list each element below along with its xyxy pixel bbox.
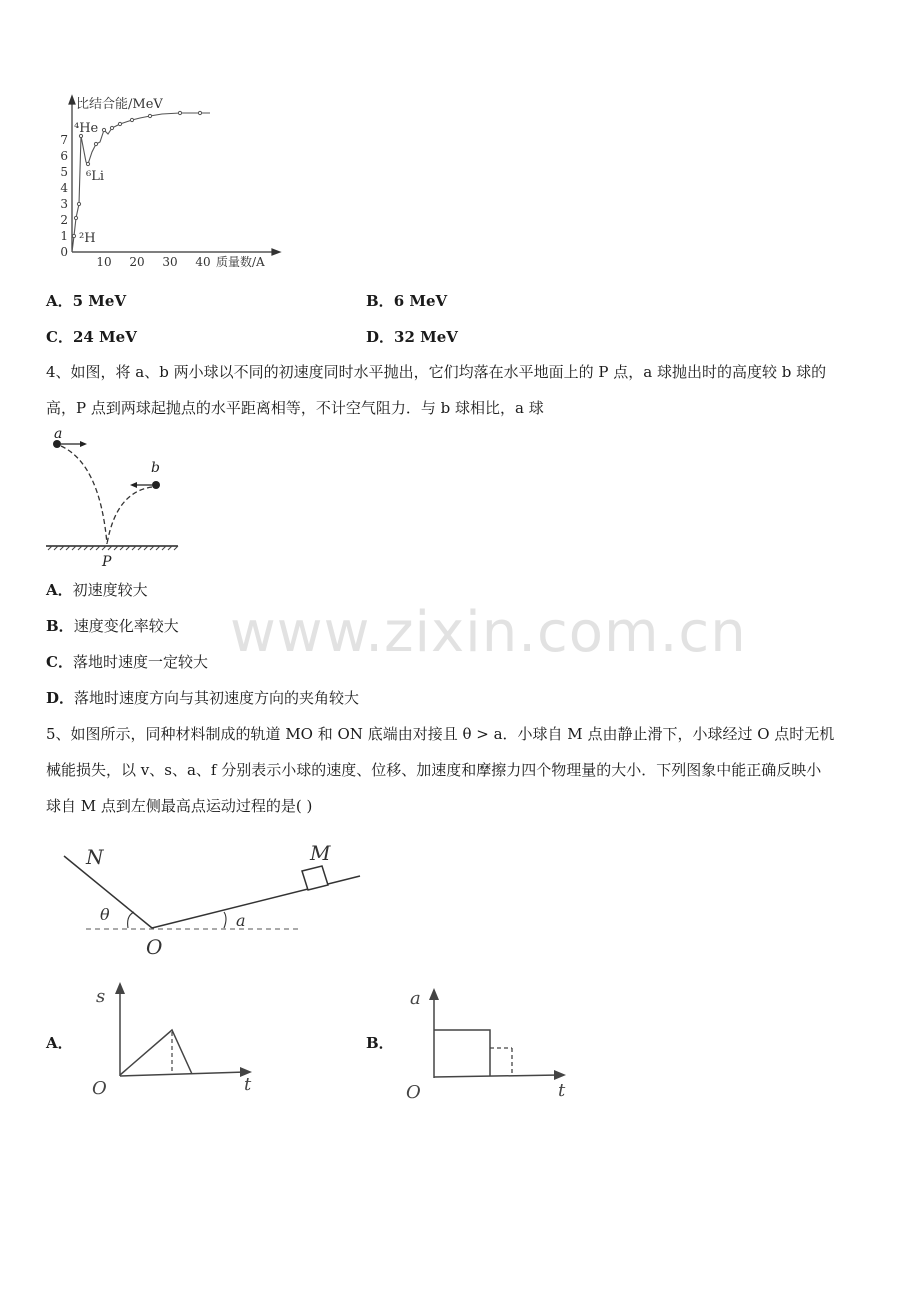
- point-p-label: P: [102, 554, 112, 570]
- graph-a-xlabel: t: [244, 1074, 252, 1095]
- ytick: 1: [60, 229, 68, 243]
- track-n-label: N: [86, 845, 104, 869]
- q3-option-c: C．24 MeV: [46, 328, 137, 346]
- q5-stem-line2: 械能损失，以 v、s、a、f 分别表示小球的速度、位移、加速度和摩擦力四个物理量的大小．下列图象中能正确反映小: [46, 761, 822, 779]
- ytick: 6: [60, 149, 68, 163]
- q5-stem-line1: 5、如图所示，同种材料制成的轨道 MO 和 ON 底端由对接且 θ > a．小球自 M 点由静止滑下，小球经过 O 点时无机: [46, 725, 835, 743]
- graph-b-ylabel: a: [410, 988, 421, 1009]
- q4-option-a: A．初速度较大: [46, 581, 148, 599]
- ytick: 0: [60, 245, 68, 259]
- xtick: 10: [96, 255, 112, 269]
- graph-b-xlabel: t: [558, 1080, 566, 1101]
- q4-option-d: D．落地时速度方向与其初速度方向的夹角较大: [46, 689, 360, 707]
- xtick: 20: [129, 255, 145, 269]
- block-m-label: M: [310, 841, 331, 865]
- q4-stem-line2: 高，P 点到两球起抛点的水平距离相等，不计空气阻力．与 b 球相比，a 球: [46, 399, 544, 417]
- q5-option-b-graph: [404, 982, 584, 1102]
- ytick: 2: [60, 213, 68, 227]
- h-label: ²H: [79, 231, 96, 246]
- q5-option-a-graph: [86, 976, 266, 1098]
- ball-b-label: b: [151, 460, 160, 476]
- projectile-figure: [40, 424, 190, 572]
- q3-option-b: B．6 MeV: [366, 292, 448, 310]
- q5-option-b-letter: B．: [366, 1034, 394, 1052]
- incline-figure: [56, 836, 376, 962]
- q5-option-a-letter: A．: [46, 1034, 73, 1052]
- xtick: 30: [162, 255, 178, 269]
- ytick: 4: [60, 181, 68, 195]
- q3-option-a: A．5 MeV: [46, 292, 127, 310]
- binding-energy-chart: [50, 92, 290, 270]
- q3-option-d: D．32 MeV: [366, 328, 458, 346]
- point-o-label: O: [146, 935, 163, 959]
- theta-label: θ: [100, 905, 110, 924]
- q4-stem-line1: 4、如图，将 a、b 两小球以不同的初速度同时水平抛出，它们均落在水平地面上的 P 点，a 球抛出时的高度较 b 球的: [46, 363, 827, 381]
- graph-a-ylabel: s: [96, 986, 106, 1007]
- li-label: ⁶Li: [86, 169, 105, 184]
- graph-a-origin: O: [92, 1078, 107, 1098]
- chart-xlabel: 质量数/A: [216, 255, 265, 269]
- chart-ylabel: 比结合能/MeV: [76, 97, 163, 112]
- q5-stem-line3: 球自 M 点到左侧最高点运动过程的是( ): [46, 797, 313, 815]
- ball-a-label: a: [54, 426, 63, 442]
- ytick: 7: [60, 133, 68, 147]
- q4-option-b: B．速度变化率较大: [46, 617, 179, 635]
- he-label: ⁴He: [74, 121, 99, 136]
- graph-b-origin: O: [406, 1082, 421, 1102]
- watermark: www.zixin.com.cn: [230, 600, 747, 665]
- alpha-label: a: [236, 911, 246, 930]
- q4-option-c: C．落地时速度一定较大: [46, 653, 208, 671]
- ytick: 3: [60, 197, 68, 211]
- ytick: 5: [60, 165, 68, 179]
- xtick: 40: [195, 255, 211, 269]
